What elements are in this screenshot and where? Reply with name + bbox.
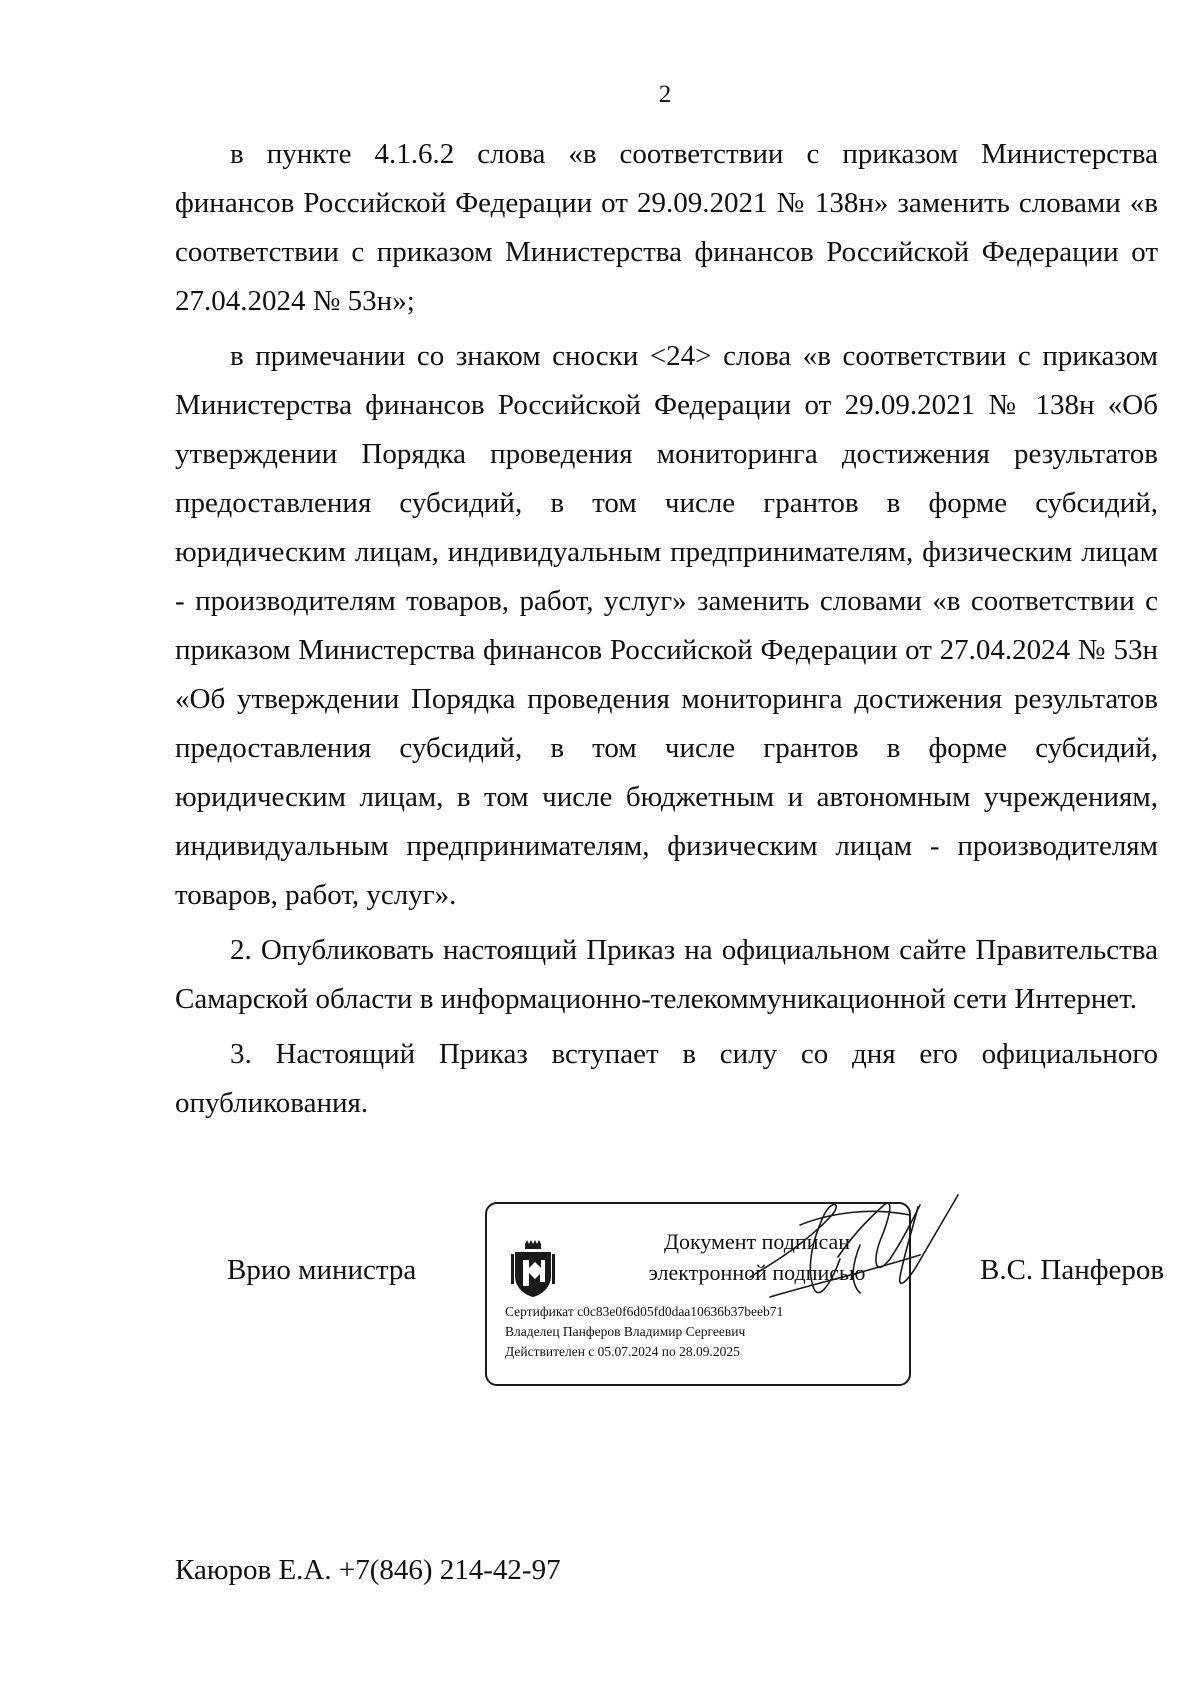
handwritten-signature xyxy=(740,1185,965,1325)
signer-position: Врио министра xyxy=(227,1254,417,1286)
stamp-owner: Владелец Панферов Владимир Сергеевич xyxy=(505,1324,746,1339)
paragraph-entry-into-force: 3. Настоящий Приказ вступает в силу со дня его официального опубликования. xyxy=(175,1038,1158,1119)
signer-name: В.С. Панферов xyxy=(980,1254,1165,1286)
page-number: 2 xyxy=(658,81,672,108)
coat-of-arms-icon xyxy=(511,1240,555,1298)
stamp-title-line-1: Документ подписан xyxy=(663,1229,851,1254)
paragraph-amendment-4-1-6-2: в пункте 4.1.6.2 слова «в соответствии с приказом Министерства финансов Российской Федерации от 29.09.2021 № 138н» заменить словами «в соответствии с приказом Министерства финансов Российской Федерации от 27.04.2024 № 53н»; xyxy=(175,138,1158,317)
stamp-certificate: Сертификат c0c83e0f6d05fd0daa10636b37beeb71 xyxy=(505,1304,784,1319)
paragraph-publication: 2. Опубликовать настоящий Приказ на официальном сайте Правительства Самарской области в информационно-телекоммуникационной сети Интернет. xyxy=(175,934,1158,1015)
contact-line: Каюров Е.А. +7(846) 214-42-97 xyxy=(175,1554,561,1586)
document-body xyxy=(175,130,1158,1134)
stamp-validity: Действителен с 05.07.2024 по 28.09.2025 xyxy=(505,1344,740,1359)
paragraph-amendment-footnote-24: в примечании со знаком сноски <24> слова «в соответствии с приказом Министерства финансов Российской Федерации от 29.09.2021 № 138н «Об утверждении Порядка проведения мониторинга достижения результатов предоставления субсидий, в том числе грантов в форме субсидий, юридическим лицам, индивидуальным предпринимателям, физическим лицам - производителям товаров, работ, услуг» заменить словами «в соответствии с приказом Министерства финансов Российской Федерации от 27.04.2024 № 53н «Об утверждении Порядка проведения мониторинга достижения результатов предоставления субсидий, в том числе грантов в форме субсидий, юридическим лицам, в том числе бюджетным и автономным учреждениям, индивидуальным предпринимателям, физическим лицам - производителям товаров, работ, услуг». xyxy=(175,340,1158,911)
stamp-title-line-2: электронной подписью xyxy=(648,1260,866,1285)
